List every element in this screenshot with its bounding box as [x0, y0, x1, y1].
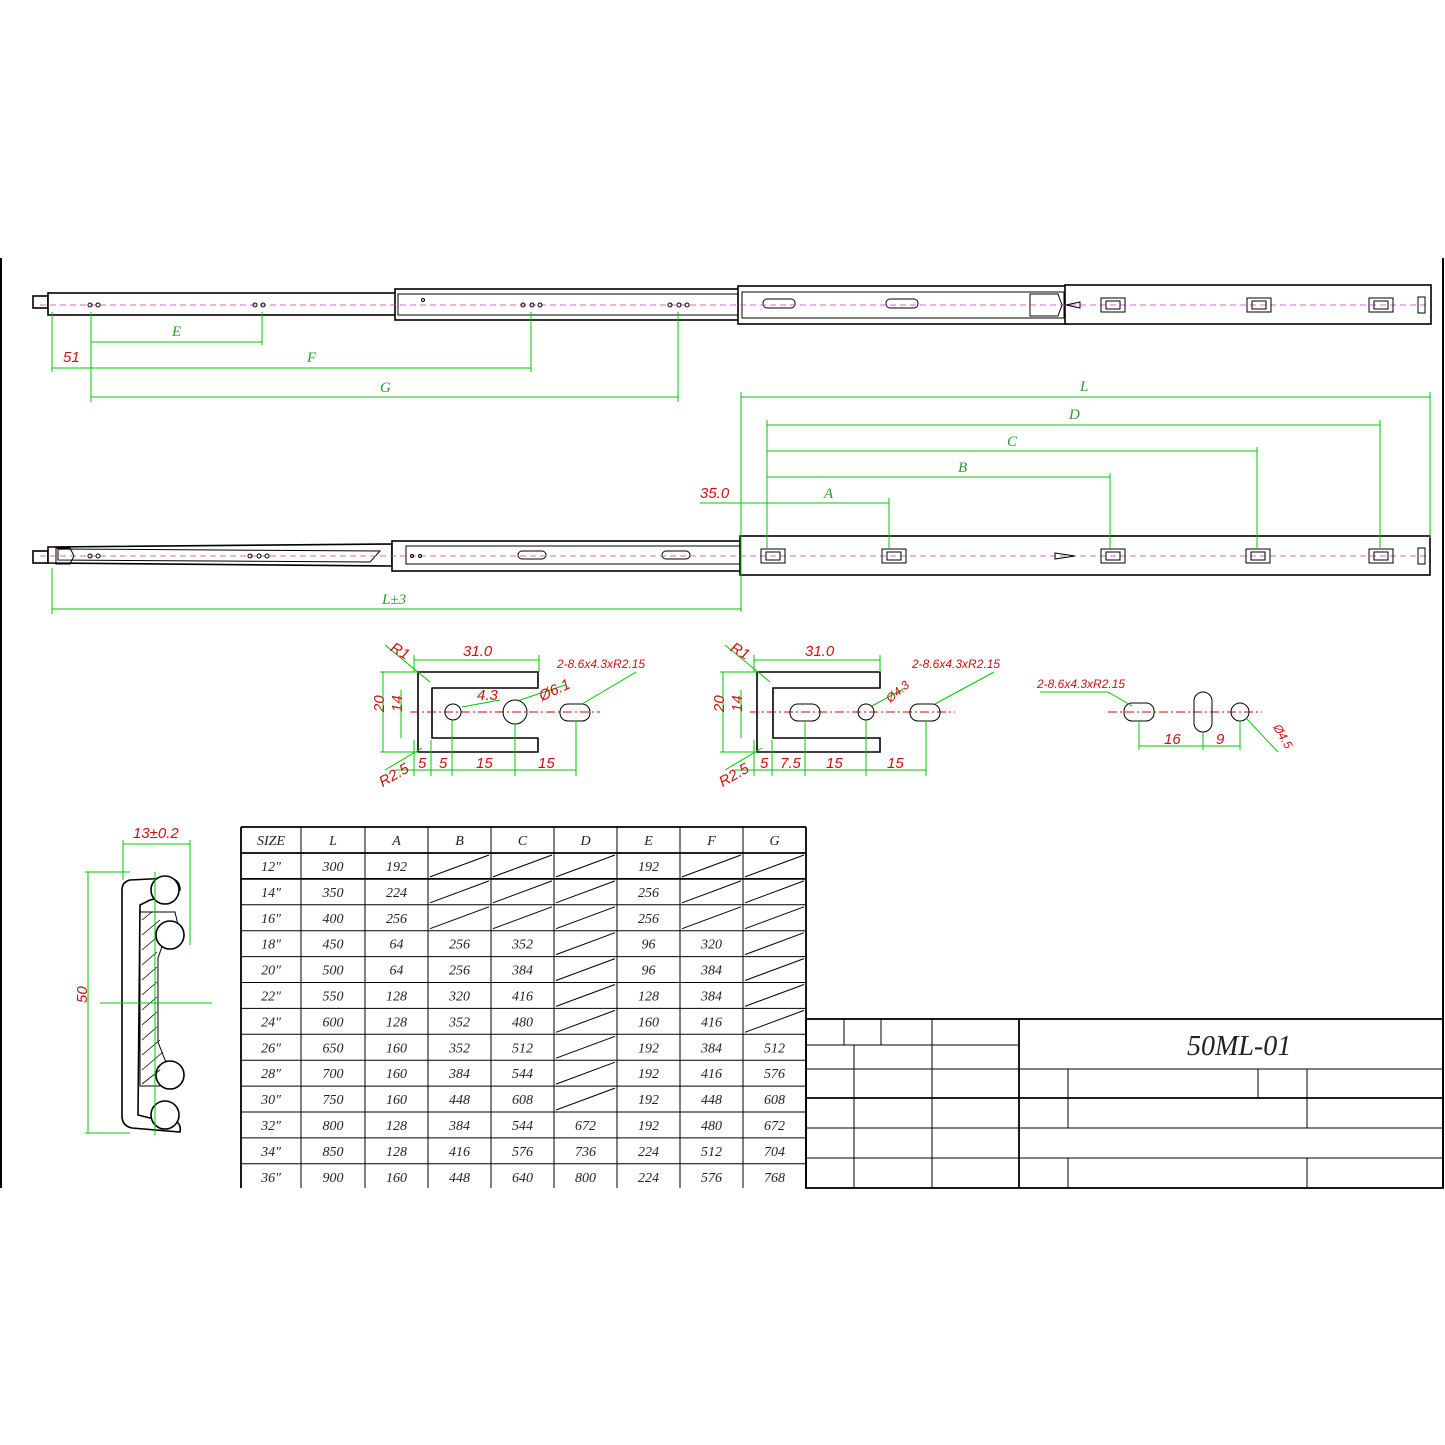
table-cell: 700: [322, 1067, 344, 1083]
table-cell: 224: [638, 1170, 659, 1186]
table-header-cell: G: [769, 834, 780, 849]
table-cell: 16″: [261, 911, 281, 927]
table-header-cell: D: [580, 834, 591, 849]
table-cell: 160: [638, 1015, 659, 1031]
hd1-height-inner: 14: [389, 695, 406, 712]
table-cell: 640: [512, 1170, 533, 1186]
table-cell: 416: [701, 1015, 722, 1031]
hd1-radius-top: R1: [387, 639, 413, 664]
table-cell: 768: [764, 1170, 785, 1186]
hd2-height-outer: 20: [711, 695, 728, 712]
table-cell: 736: [575, 1144, 596, 1160]
empty-cell-slash: [556, 959, 615, 981]
table-cell: 96: [641, 963, 656, 979]
table-cell: 320: [701, 937, 722, 953]
section-height: 50: [74, 986, 91, 1003]
table-cell: 350: [322, 885, 344, 901]
hd1-spacing-3: 15: [476, 755, 493, 772]
top-view-dimensions: [52, 312, 678, 402]
empty-cell-slash: [682, 907, 741, 929]
hd1-spacing-4: 15: [538, 755, 555, 772]
table-cell: 224: [638, 1144, 659, 1160]
empty-cell-slash: [430, 881, 489, 903]
table-cell: 672: [764, 1119, 785, 1134]
empty-cell-slash: [556, 933, 615, 955]
table-header-cell: F: [707, 834, 716, 849]
hd2-width: 31.0: [805, 643, 835, 660]
empty-cell-slash: [745, 907, 804, 929]
table-cell: 352: [512, 937, 533, 953]
hd2-radius-top: R1: [727, 639, 753, 664]
hd1-slot: 2-8.6x4.3xR2.15: [557, 657, 646, 671]
side-view-dimensions: [52, 379, 1430, 614]
empty-cell-slash: [556, 881, 615, 903]
hd1-width: 31.0: [463, 643, 493, 660]
table-header-cell: E: [644, 834, 653, 849]
dim-label-C: C: [1007, 434, 1018, 450]
table-cell: 192: [638, 1067, 659, 1083]
hd1-spacing-1: 5: [418, 755, 427, 772]
table-cell: 32″: [261, 1119, 281, 1134]
table-cell: 512: [764, 1041, 785, 1057]
dim-label-G: G: [380, 380, 391, 396]
table-cell: 256: [386, 911, 407, 927]
table-cell: 192: [638, 1041, 659, 1057]
table-cell: 544: [512, 1067, 533, 1083]
table-cell: 128: [386, 1144, 407, 1160]
table-cell: 576: [764, 1067, 785, 1083]
table-cell: 576: [701, 1170, 722, 1186]
table-cell: 384: [449, 1119, 470, 1134]
dim-label-B: B: [958, 460, 968, 476]
hd2-height-inner: 14: [729, 695, 746, 712]
table-cell: 900: [322, 1170, 344, 1186]
hole-detail-3: [1036, 677, 1296, 752]
table-cell: 256: [449, 937, 470, 953]
table-cell: 416: [449, 1144, 470, 1160]
table-cell: 22″: [261, 989, 281, 1005]
table-cell: 600: [322, 1015, 344, 1031]
empty-cell-slash: [556, 855, 615, 877]
table-cell: 12″: [261, 860, 281, 875]
table-cell: 20″: [261, 963, 281, 979]
dim-label-A: A: [824, 486, 834, 502]
hole-detail-2: [711, 639, 1000, 790]
dim-label-F: F: [307, 350, 317, 366]
dim-label-L: L: [1080, 379, 1089, 395]
table-cell: 128: [638, 989, 659, 1005]
empty-cell-slash: [682, 881, 741, 903]
table-cell: 750: [322, 1093, 344, 1109]
table-cell: 256: [638, 911, 659, 927]
empty-cell-slash: [556, 985, 615, 1007]
empty-cell-slash: [493, 881, 552, 903]
table-cell: 416: [701, 1067, 722, 1083]
table-cell: 160: [386, 1093, 407, 1109]
table-cell: 416: [512, 989, 533, 1005]
title-block: [806, 1019, 1443, 1188]
empty-cell-slash: [493, 907, 552, 929]
table-cell: 18″: [261, 937, 281, 953]
table-header-cell: B: [455, 834, 464, 849]
table-cell: 448: [449, 1093, 470, 1109]
table-cell: 160: [386, 1041, 407, 1057]
table-cell: 384: [512, 963, 533, 979]
hd3-spacing-2: 9: [1216, 731, 1225, 748]
hd1-radius-bottom: R2.5: [376, 760, 413, 791]
dim-label-51: 51: [63, 349, 80, 366]
table-cell: 30″: [261, 1093, 281, 1109]
table-cell: 672: [575, 1119, 596, 1134]
table-cell: 500: [322, 963, 344, 979]
table-cell: 544: [512, 1119, 533, 1134]
table-cell: 850: [322, 1144, 344, 1160]
table-cell: 800: [575, 1170, 596, 1186]
table-cell: 24″: [261, 1015, 281, 1031]
table-cell: 512: [701, 1144, 722, 1160]
empty-cell-slash: [745, 959, 804, 981]
table-cell: 320: [449, 989, 470, 1005]
table-cell: 128: [386, 989, 407, 1005]
hd1-height-outer: 20: [371, 695, 388, 712]
section-width: 13±0.2: [133, 825, 179, 842]
empty-cell-slash: [745, 855, 804, 877]
hd2-spacing-1: 5: [760, 755, 769, 772]
dim-label-overall: L±3: [382, 592, 407, 608]
hd2-slot: 2-8.6x4.3xR2.15: [912, 657, 1001, 671]
table-cell: 448: [701, 1093, 722, 1109]
dim-label-35: 35.0: [700, 485, 730, 502]
table-cell: 160: [386, 1067, 407, 1083]
top-view-slide: [33, 285, 1431, 324]
hd3-slot: 2-8.6x4.3xR2.15: [1037, 677, 1126, 691]
table-cell: 256: [638, 885, 659, 901]
empty-cell-slash: [556, 1088, 615, 1110]
table-cell: 300: [322, 860, 344, 875]
dim-label-E: E: [172, 324, 182, 340]
table-cell: 224: [386, 885, 407, 901]
dim-label-D: D: [1069, 407, 1080, 423]
table-cell: 352: [449, 1041, 470, 1057]
empty-cell-slash: [556, 1036, 615, 1058]
empty-cell-slash: [745, 933, 804, 955]
empty-cell-slash: [745, 985, 804, 1007]
table-cell: 512: [512, 1041, 533, 1057]
table-cell: 64: [389, 963, 404, 979]
table-cell: 384: [449, 1067, 470, 1083]
empty-cell-slash: [745, 1010, 804, 1032]
empty-cell-slash: [556, 1010, 615, 1032]
table-cell: 128: [386, 1119, 407, 1134]
hole-detail-1: [371, 639, 645, 790]
hd1-spacing-2: 5: [439, 755, 448, 772]
table-cell: 26″: [261, 1041, 281, 1057]
table-cell: 650: [322, 1041, 344, 1057]
empty-cell-slash: [745, 881, 804, 903]
hd3-hole-dia: Ø4.5: [1270, 721, 1296, 752]
table-cell: 450: [322, 937, 344, 953]
table-header-cell: C: [517, 834, 528, 849]
empty-cell-slash: [556, 907, 615, 929]
table-cell: 400: [322, 911, 344, 927]
table-cell: 36″: [261, 1170, 281, 1186]
hd2-hole-dia: Ø4.3: [883, 677, 913, 706]
hd2-spacing-3: 15: [826, 755, 843, 772]
table-cell: 384: [701, 989, 722, 1005]
table-header-cell: A: [392, 834, 401, 849]
table-header-cell: L: [329, 834, 337, 849]
table-cell: 704: [764, 1144, 785, 1160]
table-cell: 480: [701, 1119, 722, 1134]
side-view-slide: [33, 536, 1430, 575]
table-cell: 384: [701, 963, 722, 979]
table-cell: 576: [512, 1144, 533, 1160]
hd1-hole-small: 4.3: [477, 687, 498, 704]
table-cell: 352: [449, 1015, 470, 1031]
hd2-spacing-2: 7.5: [780, 755, 801, 772]
empty-cell-slash: [556, 1062, 615, 1084]
table-cell: 448: [449, 1170, 470, 1186]
table-cell: 608: [512, 1093, 533, 1109]
empty-cell-slash: [430, 907, 489, 929]
table-cell: 28″: [261, 1067, 281, 1083]
table-header-cell: SIZE: [257, 834, 285, 849]
cross-section: [74, 825, 212, 1135]
table-cell: 14″: [261, 885, 281, 901]
hd3-spacing-1: 16: [1164, 731, 1181, 748]
table-cell: 160: [386, 1170, 407, 1186]
table-cell: 192: [638, 1119, 659, 1134]
table-cell: 608: [764, 1093, 785, 1109]
table-cell: 192: [638, 1093, 659, 1109]
empty-cell-slash: [493, 855, 552, 877]
table-cell: 800: [322, 1119, 344, 1134]
table-cell: 128: [386, 1015, 407, 1031]
table-cell: 192: [638, 860, 659, 875]
drawing-number: 50ML-01: [1187, 1031, 1292, 1062]
hd2-spacing-4: 15: [887, 755, 904, 772]
size-table: [241, 827, 806, 1188]
table-cell: 96: [641, 937, 656, 953]
table-cell: 34″: [261, 1144, 281, 1160]
table-cell: 384: [701, 1041, 722, 1057]
table-cell: 64: [389, 937, 404, 953]
table-cell: 256: [449, 963, 470, 979]
table-cell: 480: [512, 1015, 533, 1031]
empty-cell-slash: [430, 855, 489, 877]
hd1-hole-dia: Ø6.1: [536, 675, 574, 705]
table-cell: 192: [386, 860, 407, 875]
empty-cell-slash: [682, 855, 741, 877]
table-cell: 550: [322, 989, 344, 1005]
hd2-radius-bottom: R2.5: [716, 760, 753, 791]
